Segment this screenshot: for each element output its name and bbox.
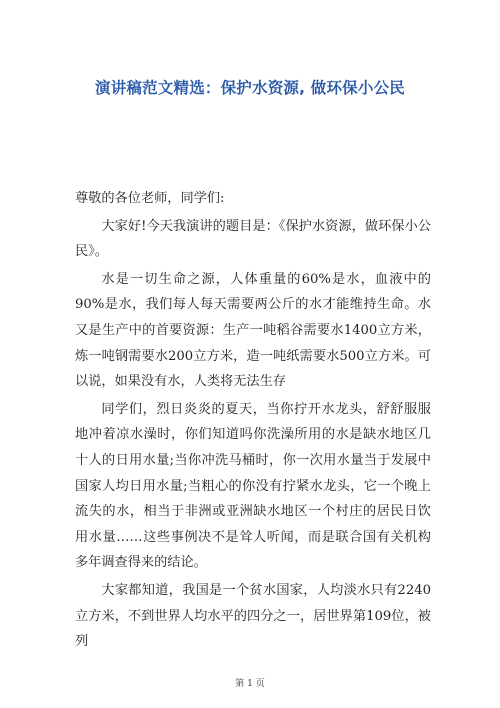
paragraph-2: 水是一切生命之源，人体重量的60%是水，血液中的90%是水，我们每人每天需要两公斤的水才能维持生命。水又是生产中的首要资源：生产一吨稻谷需要水1400立方米，炼一吨钢需要水200立方米，造一吨纸需要水500立方米。可以说，如果没有水，人类将无法生存	[75, 271, 431, 390]
document-body	[75, 186, 431, 657]
salutation: 尊敬的各位老师，同学们:	[75, 191, 225, 206]
document-title: 演讲稿范文精选：保护水资源, 做环保小公民	[95, 79, 405, 97]
paragraph-3: 同学们，烈日炎炎的夏天，当你拧开水龙头，舒舒服服地冲着凉水澡时，你们知道吗你洗澡所用的水是缺水地区几十人的日用水量;当你冲洗马桶时，你一次用水量当于发展中国家人均日用水量;当粗心的你没有拧紧水龙头，它一个晚上流失的水，相当于非洲或亚洲缺水地区一个村庄的居民日饮用水量……这些事例决不是耸人听闻，而是联合国有关机构多年调查得来的结论。	[75, 401, 431, 571]
page-number: 第 1 页	[235, 679, 265, 689]
paragraph-4: 大家都知道，我国是一个贫水国家，人均淡水只有2240立方米，不到世界人均水平的四分之一，居世界第109位，被列	[75, 582, 431, 650]
paragraph-1: 大家好!今天我演讲的题目是：《保护水资源，做环保小公民》。	[75, 218, 431, 260]
